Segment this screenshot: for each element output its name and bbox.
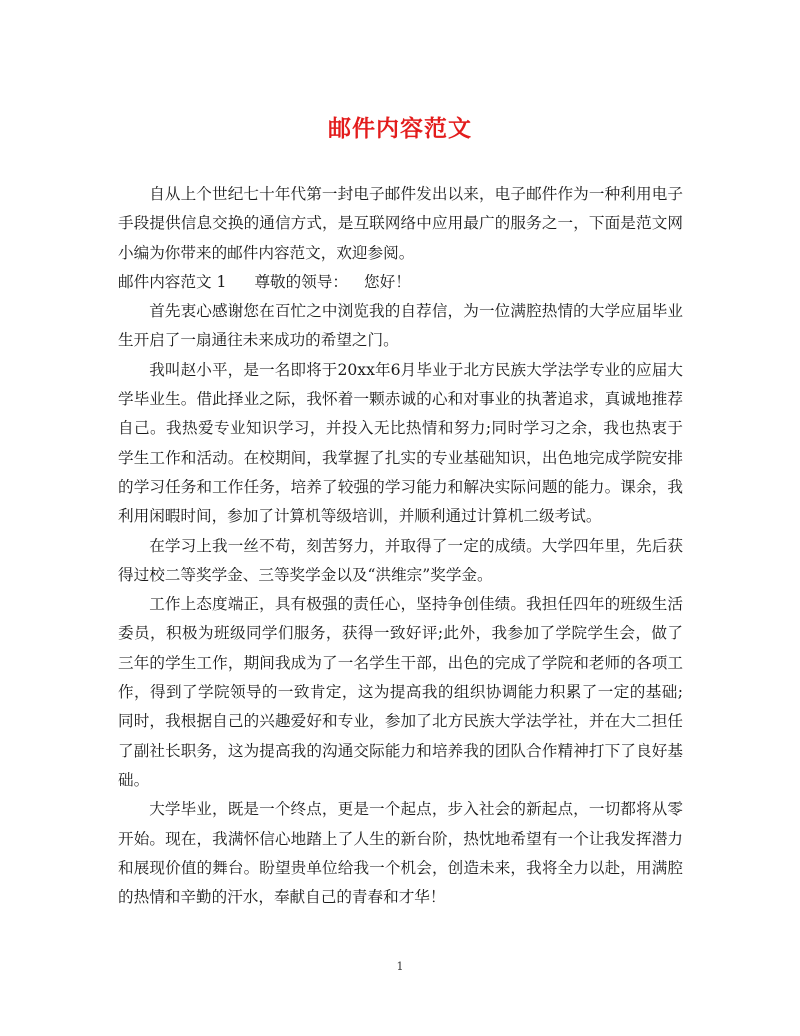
greeting: 您好！	[364, 272, 411, 291]
page-number: 1	[396, 960, 404, 973]
page-title: 邮件内容范文	[328, 115, 472, 142]
section-heading: 邮件内容范文 1	[118, 272, 227, 291]
intro-paragraph: 自从上个世纪七十年代第一封电子邮件发出以来，电子邮件作为一种利用电子手段提供信息交换的通信方式，是互联网络中应用最广的服务之一，下面是范文网小编为你带来的邮件内容范文，欢迎参阅。	[118, 185, 683, 262]
document-body	[118, 180, 683, 912]
body-paragraph-1: 首先衷心感谢您在百忙之中浏览我的自荐信，为一位满腔热情的大学应届毕业生开启了一扇通往未来成功的希望之门。	[118, 302, 683, 350]
body-paragraph-5: 大学毕业，既是一个终点，更是一个起点，步入社会的新起点，一切都将从零开始。现在，我满怀信心地踏上了人生的新台阶，热忱地希望有一个让我发挥潜力和展现价值的舞台。盼望贵单位给我一个机会，创造未来，我将全力以赴，用满腔的热情和辛勤的汗水，奉献自己的青春和才华！	[118, 800, 683, 907]
salutation: 尊敬的领导：	[254, 272, 349, 291]
body-paragraph-3: 在学习上我一丝不苟，刻苦努力，并取得了一定的成绩。大学四年里，先后获得过校二等奖学金、三等奖学金以及“洪维宗”奖学金。	[118, 536, 683, 584]
salutation-line	[118, 268, 683, 297]
body-paragraph-2: 我叫赵小平，是一名即将于20xx年6月毕业于北方民族大学法学专业的应届大学毕业生。借此择业之际，我怀着一颗赤诚的心和对事业的执著追求，真诚地推荐自己。我热爱专业知识学习，并投入无比热情和努力;同时学习之余，我也热衷于学生工作和活动。在校期间，我掌握了扎实的专业基础知识，出色地完成学院安排的学习任务和工作任务，培养了较强的学习能力和解决实际问题的能力。课余，我利用闲暇时间，参加了计算机等级培训，并顺利通过计算机二级考试。	[118, 360, 683, 526]
body-paragraph-4: 工作上态度端正，具有极强的责任心，坚持争创佳绩。我担任四年的班级生活委员，积极为班级同学们服务，获得一致好评;此外，我参加了学院学生会，做了三年的学生工作，期间我成为了一名学生干部，出色的完成了学院和老师的各项工作，得到了学院领导的一致肯定，这为提高我的组织协调能力积累了一定的基础;同时，我根据自己的兴趣爱好和专业，参加了北方民族大学法学社，并在大二担任了副社长职务，这为提高我的沟通交际能力和培养我的团队合作精神打下了良好基础。	[118, 595, 683, 789]
